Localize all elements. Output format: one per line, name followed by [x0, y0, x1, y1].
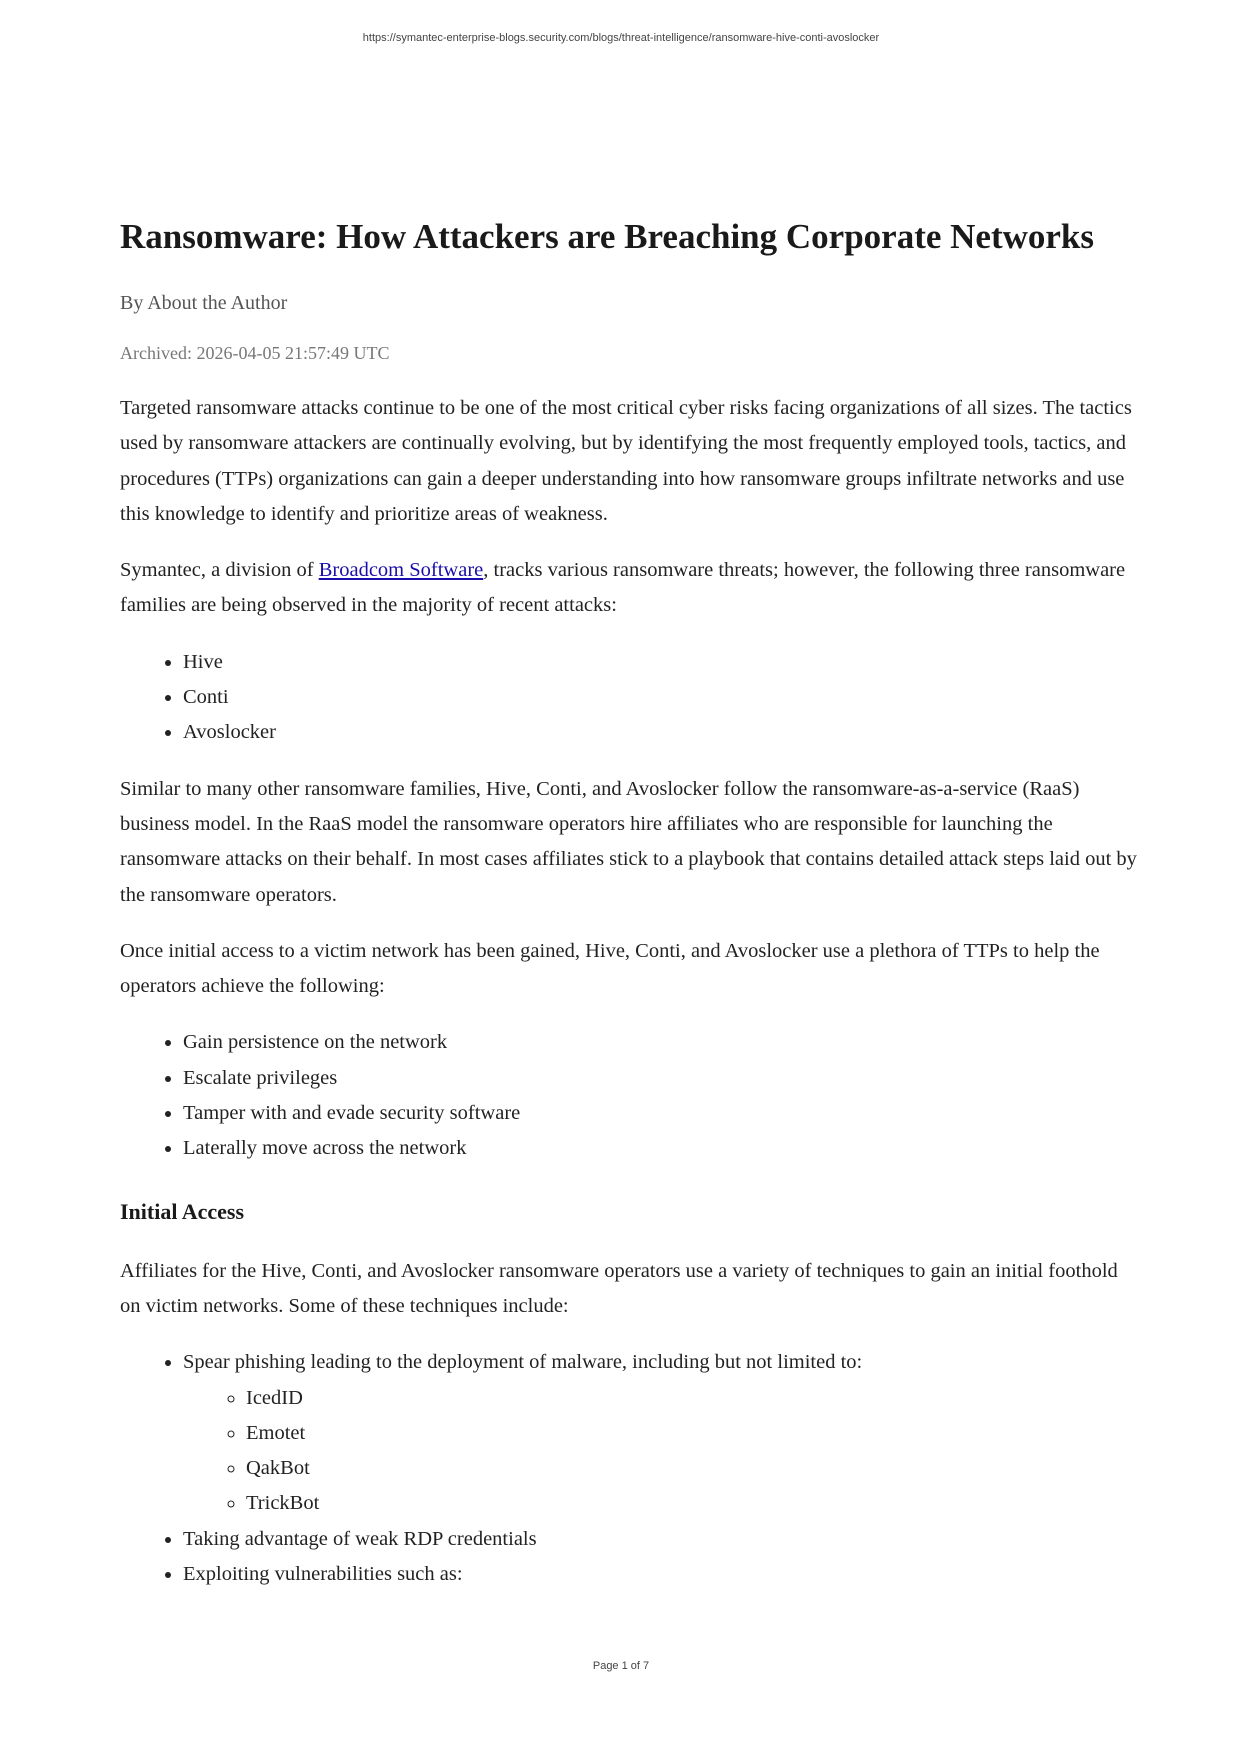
text: Spear phishing leading to the deployment of malware, including but not limited to: — [183, 1351, 863, 1374]
list-item: • Avoslocker — [183, 715, 1140, 750]
section-heading-initial-access: Initial Access — [120, 1198, 245, 1224]
list-item: ◦ QakBot — [246, 1451, 1140, 1486]
list-item: ◦ Emotet — [246, 1416, 1140, 1451]
text: Symantec, a division of — [120, 559, 319, 582]
initial-access-paragraph: Affiliates for the Hive, Conti, and Avoslocker ransomware operators use a variety of techniques to gain an initial foothold on victim networks. Some of these techniques include: — [120, 1259, 1118, 1317]
paragraph-families — [120, 553, 1140, 624]
techniques-list — [120, 1345, 1140, 1592]
page-number: Page 1 of 7 — [592, 1660, 650, 1672]
archived-timestamp: Archived: 2026-04-05 21:57:49 UTC — [120, 343, 390, 363]
text: , tracks various ransomware threats; however, the following three ransomware families are being observed in the majority of recent attacks: — [120, 559, 1126, 617]
ttps-paragraph: Once initial access to a victim network has been gained, Hive, Conti, and Avoslocker use a plethora of TTPs to help the operators achieve the following: — [120, 939, 1100, 998]
list-item: ◦ IcedID — [246, 1381, 1140, 1416]
page-url: https://symantec-enterprise-blogs.security.com/blogs/threat-intelligence/ransomware-hive-conti-avoslocker — [362, 32, 880, 44]
list-item: • Conti — [183, 680, 1140, 715]
families-list — [120, 645, 1140, 751]
byline: By About the Author — [120, 292, 288, 314]
raas-paragraph: Similar to many other ransomware families, Hive, Conti, and Avoslocker follow the ransomware-as-a-service (RaaS) business model. In the RaaS model the ransomware operators hire affiliates who are responsible for launching the ransomware attacks on their behalf. In most cases affiliates stick to a playbook that contains detailed attack steps laid out by the ransomware operators. — [120, 777, 1137, 906]
list-item: • Gain persistence on the network — [183, 1025, 1140, 1060]
list-item: ◦ TrickBot — [246, 1486, 1140, 1521]
article-title: Ransomware: How Attackers are Breaching Corporate Networks — [120, 217, 1095, 256]
article — [120, 215, 1140, 1592]
list-item: • Hive — [183, 645, 1140, 680]
list-item: • Exploiting vulnerabilities such as: — [183, 1557, 1140, 1592]
list-item: • Laterally move across the network — [183, 1131, 1140, 1166]
broadcom-software-link[interactable]: Broadcom Software — [318, 559, 484, 582]
list-item: • Escalate privileges — [183, 1061, 1140, 1096]
malware-list — [183, 1381, 1140, 1522]
list-item — [183, 1345, 1140, 1521]
goals-list — [120, 1025, 1140, 1166]
intro-paragraph: Targeted ransomware attacks continue to be one of the most critical cyber risks facing organizations of all sizes. The tactics used by ransomware attackers are continually evolving, but by identifying the most frequently employed tools, tactics, and procedures (TTPs) organizations can gain a deeper understanding into how ransomware groups infiltrate networks and use this knowledge to identify and prioritize areas of weakness. — [120, 397, 1132, 525]
list-item: • Taking advantage of weak RDP credentials — [183, 1522, 1140, 1557]
list-item: • Tamper with and evade security software — [183, 1096, 1140, 1131]
